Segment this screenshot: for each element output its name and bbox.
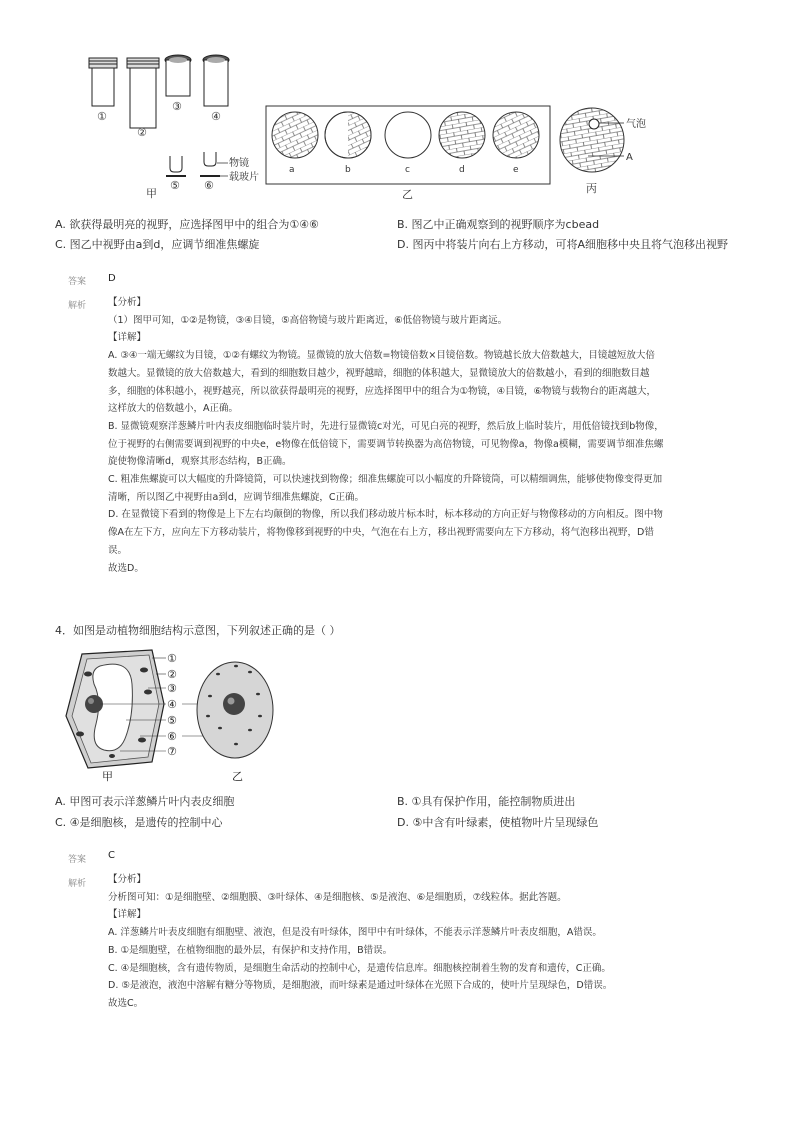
q4-option-a: A. 甲图可表示洋葱鳞片叶内表皮细胞	[55, 795, 235, 808]
q3-line: B. 显微镜观察洋葱鳞片叶内表皮细胞临时装片时，先进行显微镜c对光，可见白亮的视野，然后放上临时装片，用低倍镜找到b物像，	[108, 420, 664, 432]
q4-line: 分析图可知：①是细胞壁、②细胞膜、③叶绿体、④是细胞核、⑤是液泡、⑥是细胞质，⑦线粒体。据此答题。	[108, 891, 567, 903]
view-d	[439, 112, 485, 158]
jia-cell-label: 甲	[102, 770, 113, 783]
q3-line: 多，细胞的体积越小，视野越亮，所以欲获得最明亮的视野，应选择图甲中的组合为①物镜，④目镜，⑥物镜与载物台的距离越大，	[108, 385, 657, 397]
part-label-3: ③	[167, 682, 177, 695]
q3-line: 这样放大的倍数越小，A正确。	[108, 403, 238, 415]
view-e	[493, 112, 539, 158]
yi-cell-label: 乙	[232, 770, 243, 783]
lens-label-3: ③	[172, 100, 182, 113]
q4-line: 【详解】	[108, 909, 147, 921]
q4-line: 【分析】	[108, 874, 147, 885]
q3-option-b: B. 图乙中正确观察到的视野顺序为cbead	[397, 218, 600, 231]
view-label-a: a	[289, 165, 295, 175]
part-label-1: ①	[167, 652, 177, 665]
q3-line: （1）图甲可知，①②是物镜，③④目镜，⑤高倍物镜与玻片距离近，⑥低倍物镜与玻片距离远。	[108, 314, 508, 326]
q3-explanation	[108, 294, 664, 577]
view-b	[325, 112, 371, 158]
q4-stem: 4．如图是动植物细胞结构示意图，下列叙述正确的是（ ）	[55, 624, 341, 637]
objective-slide-6	[200, 152, 228, 176]
lens-label-4: ④	[211, 110, 221, 123]
chloroplast	[140, 668, 148, 673]
q3-answer-label: 答案	[68, 277, 87, 287]
q3-line: D. 在显微镜下看到的物像是上下左右均颠倒的物像，所以我们移动玻片标本时，标本移动的方向正好与物像移动的方向相反。图中物	[108, 509, 663, 521]
bubble	[589, 119, 599, 129]
nucleus-yi	[223, 693, 245, 715]
part-label-7: ⑦	[167, 745, 177, 758]
q4-explanation	[108, 871, 612, 1013]
lens-label-2: ②	[137, 126, 147, 139]
q4-line: C. ④是细胞核，含有遗传物质，是细胞生命活动的控制中心，是遗传信息库。细胞核控制着生物的发育和遗传，C正确。	[108, 962, 611, 974]
view-label-c: c	[405, 165, 410, 175]
q4-line: 故选C。	[108, 997, 144, 1009]
q4-analysis-label: 解析	[68, 879, 87, 889]
part-label-4: ④	[167, 698, 177, 711]
q3-option-a: A. 欲获得最明亮的视野，应选择图甲中的组合为①④⑥	[55, 218, 319, 231]
view-label-e: e	[513, 165, 519, 175]
q3-line: 【分析】	[108, 297, 147, 308]
q3-line: 数越大。显微镜的放大倍数越大，看到的细胞数目越少，视野越暗，细胞的体积越大，显微镜放大的倍数越小，看到的细胞数目越	[108, 367, 650, 379]
bing-label: 丙	[586, 182, 597, 195]
view-label-b: b	[345, 165, 351, 175]
view-a	[272, 112, 318, 158]
slide-label: 载玻片	[229, 172, 259, 183]
jia-label: 甲	[146, 187, 157, 200]
view-label-d: d	[459, 165, 465, 175]
q4-option-d: D. ⑤中含有叶绿素，使植物叶片呈现绿色	[397, 816, 599, 829]
q3-line: 误。	[108, 544, 128, 556]
q3-line: 故选D。	[108, 562, 144, 574]
slide-label-6: ⑥	[204, 179, 214, 192]
q3-analysis-label: 解析	[68, 301, 87, 311]
cell-a-label: A	[626, 152, 633, 163]
part-label-2: ②	[167, 668, 177, 681]
slide-label-5: ⑤	[170, 179, 180, 192]
q3-answer: D	[108, 273, 116, 284]
view-bing	[560, 108, 624, 172]
q3-line: C. 粗准焦螺旋可以大幅度的升降镜筒，可以快速找到物像；细准焦螺旋可以小幅度的升降镜筒，可以精细调焦，能够使物像变得更加	[108, 474, 663, 486]
q4-option-c: C. ④是细胞核，是遗传的控制中心	[55, 816, 223, 829]
microscope-figure	[80, 52, 680, 204]
q4-line: D. ⑤是液泡，液泡中溶解有糖分等物质，是细胞液，而叶绿素是通过叶绿体在光照下合成的，使叶片呈现绿色，D错误。	[108, 980, 613, 992]
q3-option-c: C. 图乙中视野由a到d，应调节细准焦螺旋	[55, 238, 260, 251]
q4-option-b: B. ①具有保护作用，能控制物质进出	[397, 795, 576, 808]
q4-answer-label: 答案	[68, 855, 87, 865]
lens-label-1: ①	[97, 110, 107, 123]
q3-option-d: D. 图丙中将装片向右上方移动，可将A细胞移中央且将气泡移出视野	[397, 238, 728, 251]
lens-1	[89, 58, 117, 106]
part-label-6: ⑥	[167, 730, 177, 743]
view-c	[385, 112, 431, 158]
q4-line: A. 洋葱鳞片叶表皮细胞有细胞壁、液泡，但是没有叶绿体，图甲中有叶绿体，不能表示洋葱鳞片叶表皮细胞，A错误。	[108, 927, 602, 939]
q3-line: 清晰，所以图乙中视野由a到d，应调节细准焦螺旋，C正确。	[108, 491, 364, 503]
cell-figure	[60, 644, 280, 784]
lens-3	[165, 55, 191, 96]
yi-label: 乙	[402, 188, 413, 201]
q3-line: 位于视野的右侧需要调到视野的中央e，e物像在低倍镜下，需要调节转换器为高倍物镜，可见物像a，物像a模糊，需要调节细准焦螺	[108, 438, 664, 450]
q4-line: B. ①是细胞壁，在植物细胞的最外层，有保护和支持作用，B错误。	[108, 944, 393, 956]
bubble-label: 气泡	[626, 119, 646, 130]
lens-2	[127, 58, 159, 128]
q3-line: A. ③④一端无螺纹为目镜，①②有螺纹为物镜。显微镜的放大倍数=物镜倍数×目镜倍数。物镜越长放大倍数越大，目镜越短放大倍	[108, 350, 655, 362]
lens-4	[203, 55, 229, 106]
q3-line: 【详解】	[108, 332, 147, 344]
objective-slide-5	[166, 156, 186, 176]
q3-line: 像A在左下方，应向左下方移动装片，将物像移到视野的中央，气泡在右上方，移出视野需要向左下方移动，将气泡移出视野，D错	[108, 527, 654, 539]
q3-line: 旋使物像清晰d，观察其形态结构，B正确。	[108, 456, 292, 468]
part-label-5: ⑤	[167, 714, 177, 727]
objective-label: 物镜	[229, 158, 249, 169]
q4-answer: C	[108, 850, 115, 861]
